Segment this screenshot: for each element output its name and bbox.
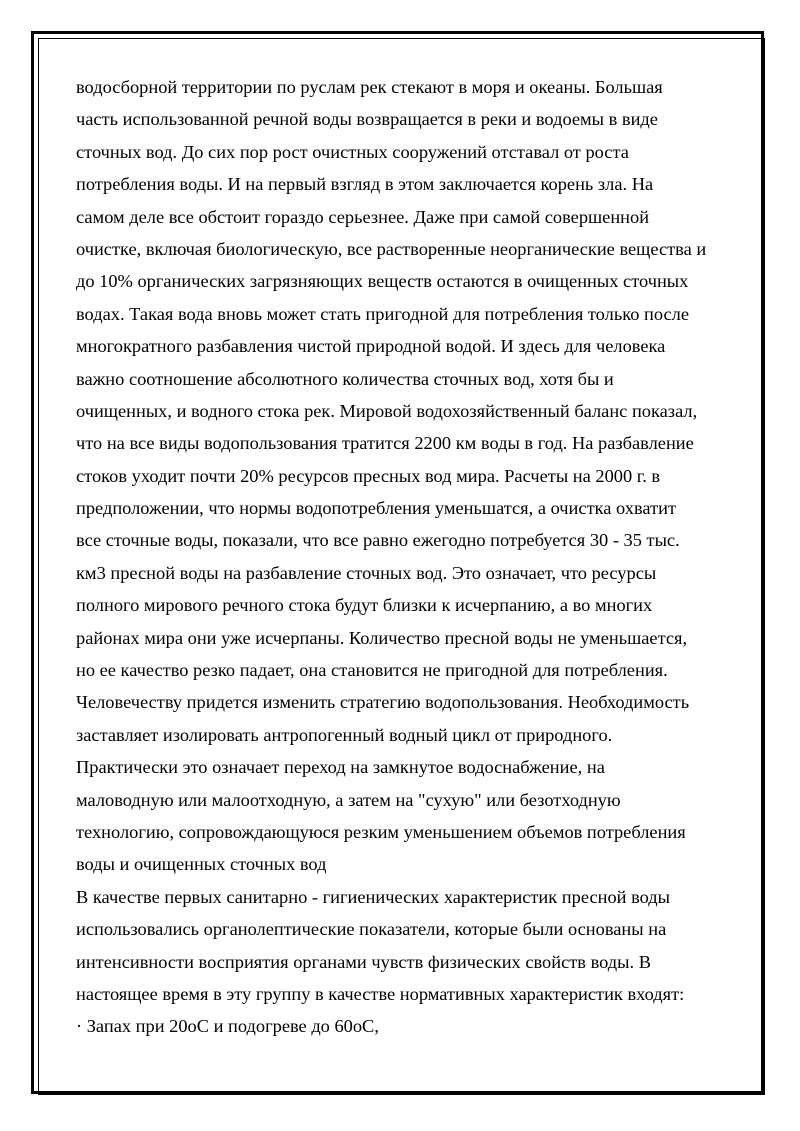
text-line: маловодную или малоотходную, а затем на "сухую" или безотходную [76,789,621,810]
text-line: заставляет изолировать антропогенный водный цикл от природного. [76,724,613,745]
text-line: многократного разбавления чистой природной водой. И здесь для человека [76,336,666,357]
text-line: потребления воды. И на первый взгляд в этом заключается корень зла. На [76,174,654,195]
text-line: · Запах при 20оС и подогреве до 60оС, [76,1016,379,1037]
text-line: самом деле все обстоит гораздо серьезнее. Даже при самой совершенной [76,206,650,227]
text-line: стоков уходит почти 20% ресурсов пресных вод мира. Расчеты на 2000 г. в [76,465,661,486]
text-line: В качестве первых санитарно - гигиенических характеристик пресной воды [76,886,671,907]
text-line: до 10% органических загрязняющих веществ остаются в очищенных сточных [76,271,689,292]
text-line: использовались органолептические показатели, которые были основаны на [76,919,667,940]
text-line: настоящее время в эту группу в качестве нормативных характеристик входят: [76,983,685,1004]
text-line: очищенных, и водного стока рек. Мировой водохозяйственный баланс показал, [76,400,698,421]
text-line: районах мира они уже исчерпаны. Количество пресной воды не уменьшается, [76,627,688,648]
text-line: важно соотношение абсолютного количества сточных вод, хотя бы и [76,368,614,389]
text-line: интенсивности восприятия органами чувств физических свойств воды. В [76,951,651,972]
text-line: полного мирового речного стока будут близки к исчерпанию, а во многих [76,595,653,616]
text-line: водах. Такая вода вновь может стать пригодной для потребления только после [76,303,689,324]
text-line: часть использованной речной воды возвращается в реки и водоемы в виде [76,109,658,130]
text-line: что на все виды водопользования тратится 2200 км воды в год. На разбавление [76,433,694,454]
text-line: водосборной территории по руслам рек стекают в моря и океаны. Большая [76,77,663,97]
text-line: км3 пресной воды на разбавление сточных вод. Это означает, что ресурсы [76,562,657,583]
text-line: все сточные воды, показали, что все равно ежегодно потребуется 30 - 35 тыс. [76,530,680,551]
text-line: технологию, сопровождающуюся резким уменьшением объемов потребления [76,821,686,842]
text-line: сточных вод. До сих пор рост очистных сооружений отставал от роста [76,141,629,162]
document-text [76,71,736,1043]
text-line: Человечеству придется изменить стратегию водопользования. Необходимость [76,692,690,713]
text-line: предположении, что нормы водопотребления уменьшатся, а очистка охватит [76,498,676,519]
text-line: но ее качество резко падает, она становится не пригодной для потребления. [76,660,668,681]
text-line: очистке, включая биологическую, все растворенные неорганические вещества и [76,238,707,259]
text-line: воды и очищенных сточных вод [76,854,327,875]
text-line: Практически это означает переход на замкнутое водоснабжение, на [76,757,605,778]
